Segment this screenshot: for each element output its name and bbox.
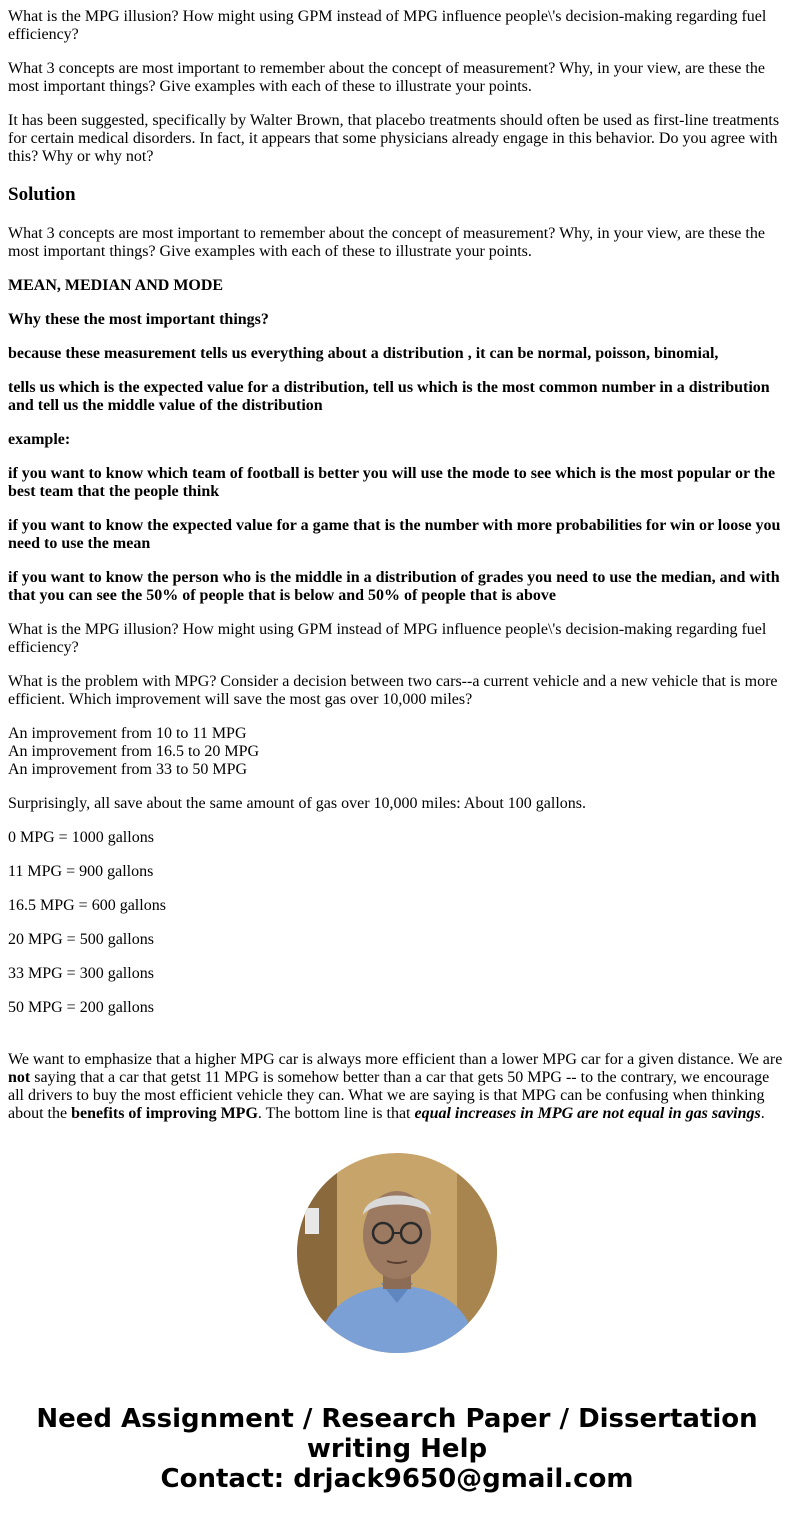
author-avatar xyxy=(297,1153,497,1353)
question-mpg-illusion: What is the MPG illusion? How might using GPM instead of MPG influence people\'s decision-making regarding fuel efficiency? xyxy=(8,8,767,43)
closing-not: not xyxy=(8,1069,31,1086)
gallons-line: 33 MPG = 300 gallons xyxy=(8,965,154,982)
gallons-line: 16.5 MPG = 600 gallons xyxy=(8,897,166,914)
closing-emphasis: equal increases in MPG are not equal in gas savings xyxy=(414,1105,761,1122)
answer-line: because these measurement tells us everything about a distribution , it can be normal, poisson, binomial, xyxy=(8,345,719,362)
answer-line: tells us which is the expected value for a distribution, tell us which is the most common number in a distribution and tell us the middle value of the distribution xyxy=(8,379,770,414)
footer-contact-email: Contact: drjack9650@gmail.com xyxy=(160,1464,634,1494)
answer-line: example: xyxy=(8,431,71,448)
wall-switch xyxy=(305,1208,319,1234)
closing-text: We want to emphasize that a higher MPG car is always more efficient than a lower MPG car for a given distance. We are xyxy=(8,1051,783,1068)
mpg-question: What is the MPG illusion? How might using GPM instead of MPG influence people\'s decision-making regarding fuel efficiency? xyxy=(8,621,767,656)
closing-text: saying that a car that getst 11 MPG is somehow better than a car that gets 50 MPG -- to the contrary, we encourage all drivers to buy the most efficient vehicle they can. What we are saying is that MPG can be confusing when thinking about the xyxy=(8,1069,770,1122)
footer-line: Need Assignment / Research Paper / Dissertation xyxy=(36,1404,758,1434)
improvement-item: An improvement from 10 to 11 MPG xyxy=(8,725,247,742)
improvement-list xyxy=(8,725,259,779)
mpg-problem: What is the problem with MPG? Consider a decision between two cars--a current vehicle and a new vehicle that is more efficient. Which improvement will save the most gas over 10,000 miles? xyxy=(8,673,778,708)
footer-contact xyxy=(0,1404,794,1494)
gallons-line: 11 MPG = 900 gallons xyxy=(8,863,154,880)
gallons-line: 0 MPG = 1000 gallons xyxy=(8,829,154,846)
improvement-item: An improvement from 16.5 to 20 MPG xyxy=(8,743,260,760)
answer-line: if you want to know which team of football is better you will use the mode to see which is the most popular or the best team that the people think xyxy=(8,465,776,500)
answer-line: if you want to know the person who is the middle in a distribution of grades you need to use the median, and with that you can see the 50% of people that is below and 50% of people that is above xyxy=(8,569,780,604)
gallons-line: 50 MPG = 200 gallons xyxy=(8,999,154,1016)
solution-question-repeat: What 3 concepts are most important to remember about the concept of measurement? Why, in your view, are these the most important things? Give examples with each of these to illustrate your points. xyxy=(8,225,765,260)
answer-line: if you want to know the expected value for a game that is the number with more probabilities for win or loose you need to use the mean xyxy=(8,517,781,552)
closing-text: . The bottom line is that xyxy=(257,1105,415,1122)
question-placebo: It has been suggested, specifically by Walter Brown, that placebo treatments should often be used as first-line treatments for certain medical disorders. In fact, it appears that some physicians already engage in this behavior. Do you agree with this? Why or why not? xyxy=(8,112,780,165)
improvement-item: An improvement from 33 to 50 MPG xyxy=(8,761,248,778)
closing-text: . xyxy=(760,1105,765,1122)
surprise-statement: Surprisingly, all save about the same amount of gas over 10,000 miles: About 100 gallons. xyxy=(8,795,586,812)
closing-benefits: benefits of improving MPG xyxy=(71,1105,258,1122)
closing-paragraph xyxy=(8,1051,786,1123)
answer-line: MEAN, MEDIAN AND MODE xyxy=(8,277,224,294)
avatar-portrait xyxy=(297,1153,497,1353)
answer-line: Why these the most important things? xyxy=(8,311,269,328)
solution-heading: Solution xyxy=(8,184,76,205)
footer-line: writing Help xyxy=(306,1434,488,1464)
question-measurement: What 3 concepts are most important to remember about the concept of measurement? Why, in your view, are these the most important things? Give examples with each of these to illustrate your points. xyxy=(8,60,765,95)
gallons-line: 20 MPG = 500 gallons xyxy=(8,931,154,948)
